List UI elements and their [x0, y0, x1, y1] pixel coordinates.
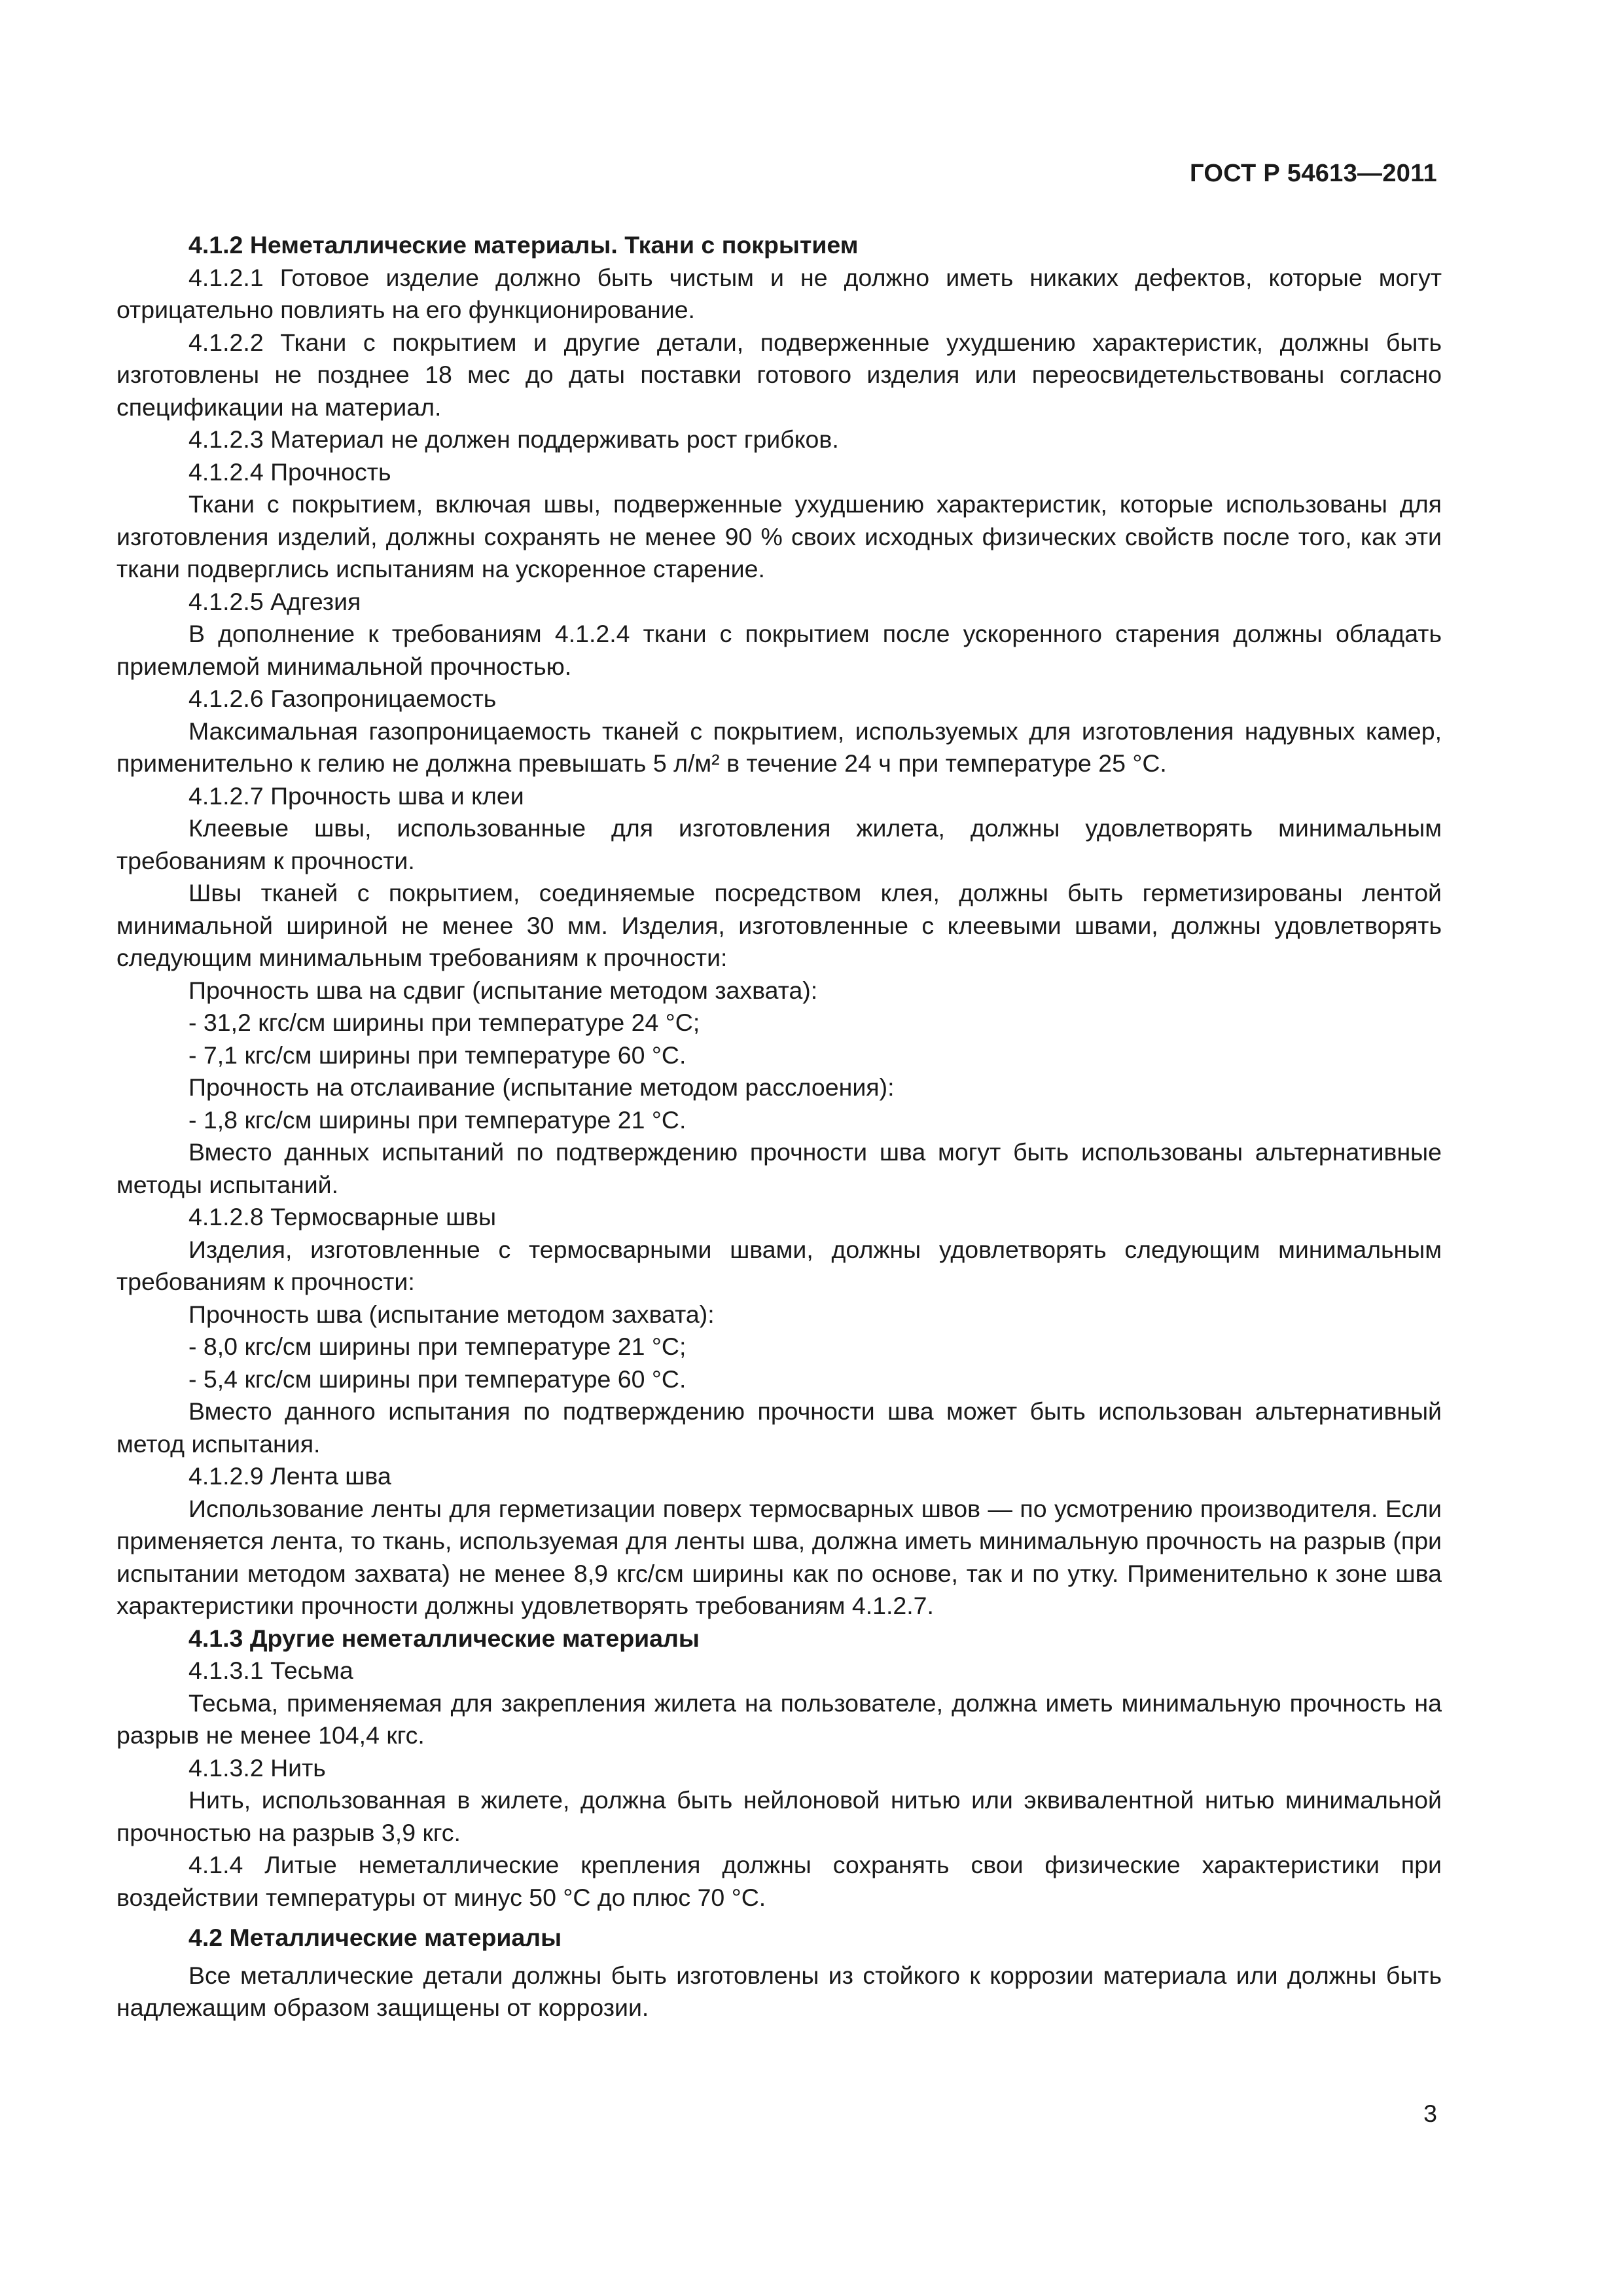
- paragraph: 4.1.2.5 Адгезия: [188, 587, 361, 615]
- paragraph: 4.1.4 Литые неметаллические крепления должны сохранять свои физические характеристики при воздействии температуры от минус 50 °С до плюс 70 °С.: [116, 1851, 1442, 1911]
- paragraph: Прочность на отслаивание (испытание методом расслоения):: [188, 1073, 895, 1101]
- paragraph: Нить, использованная в жилете, должна быть нейлоновой нитью или эквивалентной нитью минимальной прочностью на разрыв 3,9 кгс.: [116, 1786, 1442, 1846]
- paragraph: 4.1.2.3 Материал не должен поддерживать рост грибков.: [188, 425, 839, 453]
- section-heading: 4.1.3 Другие неметаллические материалы: [188, 1624, 700, 1652]
- paragraph: - 5,4 кгс/см ширины при температуре 60 °С.: [188, 1365, 687, 1393]
- paragraph: Ткани с покрытием, включая швы, подверженные ухудшению характеристик, которые использованы для изготовления изделий, должны сохранять не менее 90 % своих исходных физических свойств после того, как эти ткани подверглись испытаниям на ускоренное старение.: [116, 490, 1442, 583]
- paragraph: Прочность шва (испытание методом захвата):: [188, 1300, 715, 1328]
- paragraph: - 8,0 кгс/см ширины при температуре 21 °С;: [188, 1333, 687, 1360]
- paragraph: - 1,8 кгс/см ширины при температуре 21 °С.: [188, 1105, 687, 1134]
- paragraph: Вместо данного испытания по подтверждению прочности шва может быть использован альтернативный метод испытания.: [116, 1397, 1442, 1458]
- paragraph: - 31,2 кгс/см ширины при температуре 24 °С;: [188, 1009, 700, 1036]
- page-number: 3: [1423, 2100, 1437, 2127]
- paragraph: Все металлические детали должны быть изготовлены из стойкого к коррозии материала или должны быть надлежащим образом защищены от коррозии.: [116, 1961, 1442, 2021]
- paragraph: Изделия, изготовленные с термосварными швами, должны удовлетворять следующим минимальным требованиям к прочности:: [116, 1235, 1442, 1295]
- paragraph: 4.1.2.9 Лента шва: [188, 1462, 391, 1490]
- paragraph: Тесьма, применяемая для закрепления жилета на пользователе, должна иметь минимальную прочность на разрыв не менее 104,4 кгс.: [116, 1689, 1442, 1749]
- section-heading: 4.1.2 Неметаллические материалы. Ткани с покрытием: [188, 231, 859, 259]
- paragraph: 4.1.3.1 Тесьма: [188, 1657, 353, 1684]
- paragraph: Вместо данных испытаний по подтверждению прочности шва могут быть использованы альтернативные методы испытаний.: [116, 1138, 1442, 1198]
- paragraph: 4.1.2.6 Газопроницаемость: [188, 685, 497, 712]
- document-code: ГОСТ Р 54613—2011: [1190, 160, 1437, 187]
- paragraph: Использование ленты для герметизации поверх термосварных швов — по усмотрению производителя. Если применяется лента, то ткань, используемая для ленты шва, должна иметь минимальную прочность на разрыв (при испытании методом захвата) не менее 8,9 кгс/см ширины как по основе, так и по утку. Применительно к зоне шва характеристики прочности должны удовлетворять требованиям 4.1.2.7.: [116, 1494, 1442, 1619]
- paragraph: 4.1.2.8 Термосварные швы: [188, 1203, 497, 1230]
- paragraph: Швы тканей с покрытием, соединяемые посредством клея, должны быть герметизированы лентой минимальной шириной не менее 30 мм. Изделия, изготовленные с клеевыми швами, должны удовлетворять следующим минимальным требованиям к прочности:: [116, 879, 1442, 971]
- paragraph: 4.1.2.4 Прочность: [188, 457, 391, 486]
- paragraph: В дополнение к требованиям 4.1.2.4 ткани с покрытием после ускоренного старения должны обладать приемлемой минимальной прочностью.: [116, 620, 1442, 680]
- document-body: [116, 229, 1442, 2024]
- paragraph: 4.1.2.7 Прочность шва и клеи: [188, 781, 524, 810]
- section-heading: 4.2 Металлические материалы: [188, 1924, 562, 1951]
- paragraph: Максимальная газопроницаемость тканей с покрытием, используемых для изготовления надувных камер, применительно к гелию не должна превышать 5 л/м² в течение 24 ч при температуре 25 °С.: [116, 717, 1442, 777]
- paragraph: Прочность шва на сдвиг (испытание методом захвата):: [188, 976, 818, 1004]
- paragraph: 4.1.2.1 Готовое изделие должно быть чистым и не должно иметь никаких дефектов, которые могут отрицательно повлиять на его функционирование.: [116, 263, 1442, 323]
- paragraph: 4.1.3.2 Нить: [188, 1753, 326, 1782]
- paragraph: Клеевые швы, использованные для изготовления жилета, должны удовлетворять минимальным требованиям к прочности.: [116, 814, 1442, 874]
- paragraph: 4.1.2.2 Ткани с покрытием и другие детали, подверженные ухудшению характеристик, должны быть изготовлены не позднее 18 мес до даты поставки готового изделия или переосвидетельствованы согласно спецификации на материал.: [116, 328, 1442, 421]
- paragraph: - 7,1 кгс/см ширины при температуре 60 °С.: [188, 1041, 687, 1069]
